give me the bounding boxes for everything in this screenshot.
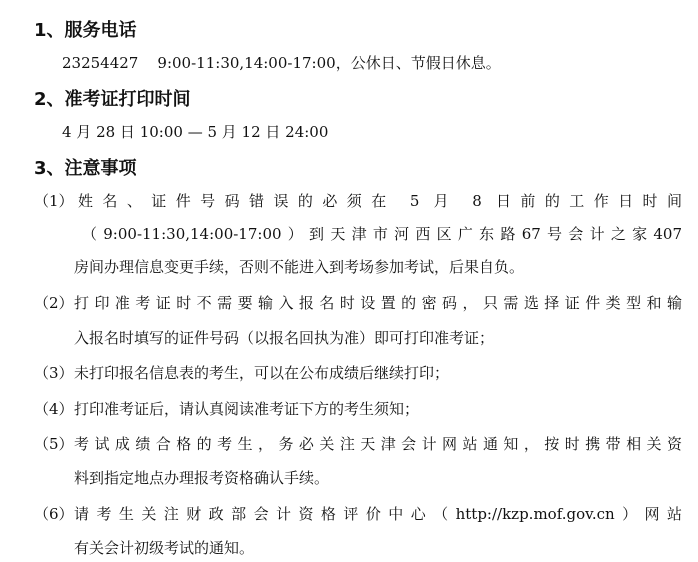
item-text-line: 打印准考证时不需要输入报名时设置的密码，只需选择证件类型和输 [74,294,682,312]
item-text-line: 姓名、证件号码错误的必须在 5 月 8 日前的工作日时间 [78,192,682,210]
item-text-line: （9:00-11:30,14:00-17:00）到天津市河西区广东路67号会计之家407 [82,225,682,243]
item-text-line: 请考生关注财政部会计资格评价中心（http://kzp.mof.gov.cn）网站 [74,505,682,523]
item-text-line: 考试成绩合格的考生，务必关注天津会计网站通知，按时携带相关资 [74,435,682,453]
item-number: （5） [34,435,74,453]
item-text-line: 打印准考证后，请认真阅读准考证下方的考生须知； [74,400,420,418]
item-text-line: 入报名时填写的证件号码（以报名回执为准）即可打印准考证； [74,329,495,347]
item-text-line: 未打印报名信息表的考生，可以在公布成绩后继续打印； [74,364,450,382]
section-heading-service-phone: 1、服务电话 [34,20,137,41]
section-heading-print-time: 2、准考证打印时间 [34,89,191,110]
item-number: （1） [34,192,74,210]
item-number: （2） [34,294,74,312]
item-text-line: 有关会计初级考试的通知。 [74,539,255,557]
item-text-line: 料到指定地点办理报考资格确认手续。 [74,469,330,487]
section-heading-notes: 3、注意事项 [34,158,137,179]
item-number: （4） [34,400,74,418]
item-number: （6） [34,505,74,523]
print-time-line: 4 月 28 日 10:00 — 5 月 12 日 24:00 [62,123,329,141]
item-text-line: 房间办理信息变更手续，否则不能进入到考场参加考试，后果自负。 [74,258,525,276]
item-number: （3） [34,364,74,382]
service-phone-line: 23254427 9:00-11:30,14:00-17:00，公休日、节假日休息。 [62,54,501,72]
